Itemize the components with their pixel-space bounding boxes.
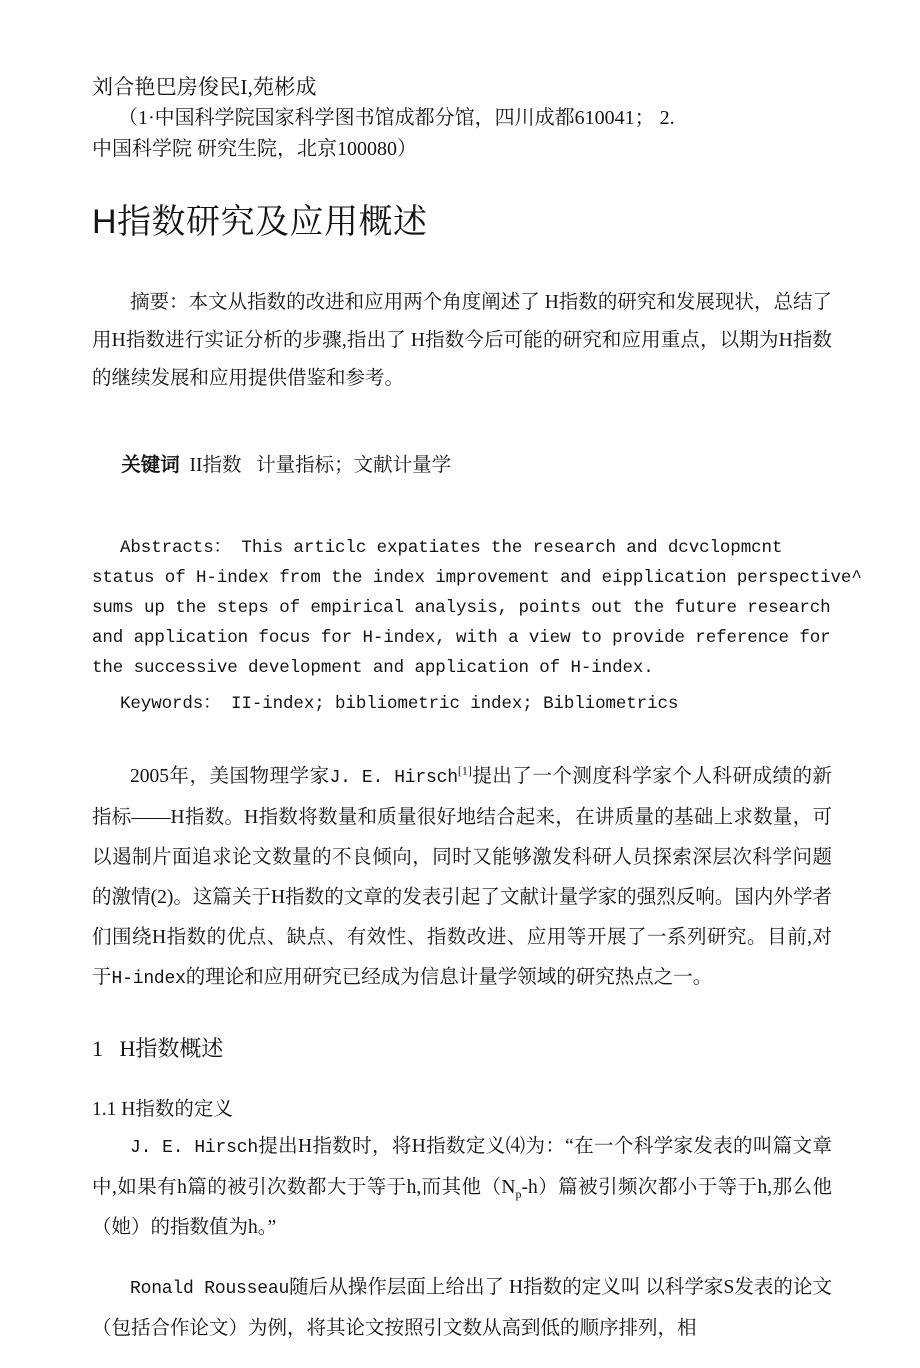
author-line: 刘合艳巴房俊民I,苑彬成 [92,75,317,99]
english-abstract-line: Abstracts： This articlc expatiates the research and dcvclopmcnt [120,538,783,558]
keywords-label: 关键词 [121,454,180,476]
english-abstract-line: sums up the steps of empirical analysis, points out the future research [92,598,831,618]
author-name-rousseau: Ronald Rousseau [130,1278,290,1299]
intro-segment-3: 的理论和应用研究已经成为信息计量学领域的研究热点之一。 [185,967,713,988]
subscript-p: p [515,1186,522,1201]
definition-segment-1: 提出H指数时，将H指数定义⑷为：“在一个科学家发表的叫篇文章中,如果有h篇的被引次数都大于等于h,而其他（N [92,1136,832,1198]
paragraph-rousseau [92,1268,832,1349]
intro-segment-2: 提出了一个测度科学家个人科研成绩的新指标——H指数。H指数将数量和质量很好地结合起来，在讲质量的基础上求数量，可以遏制片面追求论文数量的不良倾向，同时又能够激发科研人员探索深层次科学问题的激情(2)。这篇关于H指数的文章的发表引起了文献计量学家的强烈反响。国内外学者们围绕H指数的优点、缺点、有效性、指数改进、应用等开展了一系列研究。目前,对于 [92,766,832,988]
citation-ref-1: [1] [457,763,472,778]
english-abstract-line: the successive development and application of H-index. [92,658,654,678]
author-name-hirsch: J. E. Hirsch [329,768,458,788]
rousseau-segment-1: 随后从操作层面上给出了 H指数的定义叫 以科学家S发表的论文（包括合作论文）为例，将其论文按照引文数从高到低的顺序排列，相 [92,1276,832,1339]
chinese-abstract: 摘要：本文从指数的改进和应用两个角度阐述了 H指数的研究和发展现状，总结了用H指数进行实证分析的步骤,指出了 H指数今后可能的研究和应用重点，以期为H指数的继续发展和应用提供借鉴和参考。 [92,292,832,389]
section-heading-1: 1 H指数概述 [92,1036,224,1061]
english-keywords: Keywords： II-index; bibliometric index; Bibliometrics [120,694,679,714]
section-heading-1-1: 1.1 H指数的定义 [92,1099,233,1120]
english-abstract-line: and application focus for H-index, with a view to provide reference for [92,628,831,648]
term-h-index: H-index [111,969,186,989]
paragraph-introduction [92,757,832,999]
author-name-hirsch: J. E. Hirsch [130,1138,258,1158]
affiliation-block [92,103,832,165]
definition-segment-2: -h）篇被引频次都小于等于h,那么他（她）的指数值为h。” [92,1177,832,1238]
keywords-value: II指数 计量指标；文献计量学 [179,454,452,476]
chinese-keywords [92,418,832,514]
page-content [92,72,862,1368]
page-title: H指数研究及应用概述 [92,203,428,241]
english-abstract-line: status of H-index from the index improvement and eipplication perspective^ [92,568,862,588]
affiliation-line-2: 中国科学院 研究生院，北京100080） [92,138,417,160]
english-abstract [92,533,862,683]
intro-segment-1: 2005年，美国物理学家 [130,766,330,787]
paragraph-definition [92,1127,832,1248]
affiliation-line-1: （1·中国科学院国家科学图书馆成都分馆，四川成都610041； 2. [118,107,675,129]
